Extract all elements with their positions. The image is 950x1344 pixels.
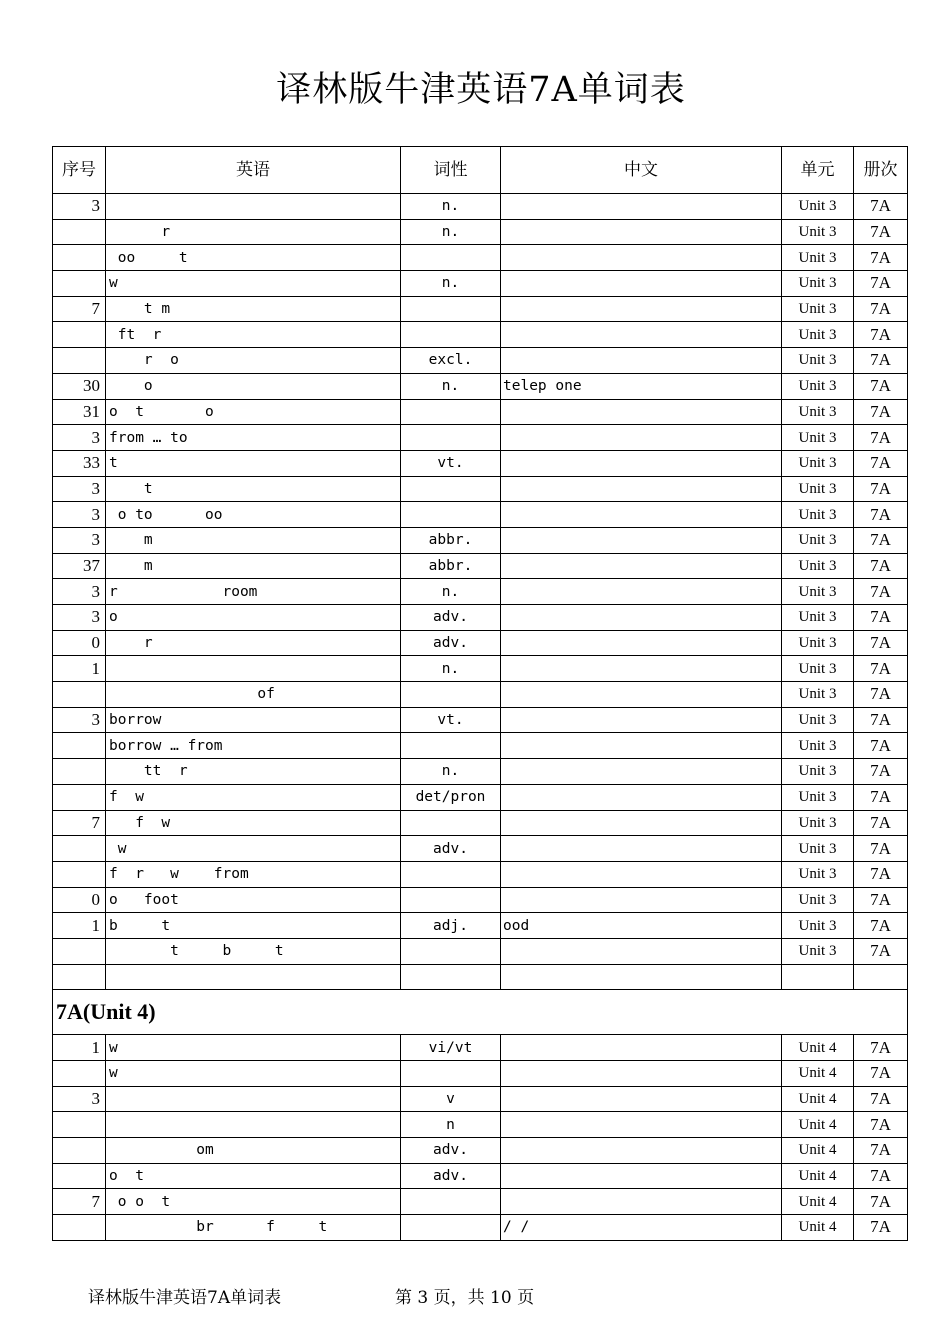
cell-unit: Unit 4 [782, 1061, 854, 1087]
cell-unit [782, 964, 854, 990]
header-pos: 词性 [401, 147, 501, 194]
cell-cn [501, 1061, 782, 1087]
cell-en: t m [106, 296, 401, 322]
cell-pos: adv. [401, 605, 501, 631]
cell-cn [501, 553, 782, 579]
cell-book: 7A [854, 682, 908, 708]
cell-unit: Unit 3 [782, 527, 854, 553]
cell-unit: Unit 3 [782, 399, 854, 425]
cell-pos: n. [401, 271, 501, 297]
cell-unit: Unit 3 [782, 373, 854, 399]
table-row [53, 836, 908, 862]
footer-page-number: 第 3 页，共 10 页 [395, 1288, 535, 1308]
vocab-table [52, 146, 908, 1241]
cell-unit: Unit 3 [782, 887, 854, 913]
cell-book: 7A [854, 579, 908, 605]
cell-pos: v [401, 1086, 501, 1112]
cell-pos [401, 810, 501, 836]
cell-book: 7A [854, 887, 908, 913]
table-row [53, 296, 908, 322]
table-row [53, 271, 908, 297]
table-row [53, 630, 908, 656]
cell-unit: Unit 3 [782, 322, 854, 348]
cell-en: o to oo [106, 502, 401, 528]
cell-cn [501, 1112, 782, 1138]
table-row [53, 425, 908, 451]
cell-en: t b t [106, 938, 401, 964]
cell-unit: Unit 4 [782, 1112, 854, 1138]
cell-unit: Unit 3 [782, 938, 854, 964]
table-row [53, 579, 908, 605]
header-num: 序号 [53, 147, 106, 194]
cell-book: 7A [854, 1112, 908, 1138]
cell-book: 7A [854, 733, 908, 759]
cell-book: 7A [854, 938, 908, 964]
table-row [53, 1086, 908, 1112]
cell-book: 7A [854, 1035, 908, 1061]
cell-unit: Unit 4 [782, 1163, 854, 1189]
cell-en: b t [106, 913, 401, 939]
cell-en: o [106, 373, 401, 399]
cell-cn [501, 836, 782, 862]
cell-pos: n. [401, 656, 501, 682]
section-heading: 7A(Unit 4) [53, 990, 908, 1035]
cell-book: 7A [854, 913, 908, 939]
cell-en: r [106, 630, 401, 656]
cell-en: br f t [106, 1215, 401, 1241]
cell-unit: Unit 3 [782, 579, 854, 605]
cell-book: 7A [854, 707, 908, 733]
cell-num [53, 733, 106, 759]
cell-pos [401, 476, 501, 502]
cell-en [106, 1112, 401, 1138]
table-row [53, 1112, 908, 1138]
cell-book: 7A [854, 656, 908, 682]
cell-pos: abbr. [401, 527, 501, 553]
cell-book: 7A [854, 1061, 908, 1087]
cell-cn [501, 579, 782, 605]
cell-en: tt r [106, 759, 401, 785]
cell-unit: Unit 3 [782, 656, 854, 682]
table-row [53, 810, 908, 836]
cell-en: w [106, 1035, 401, 1061]
cell-unit: Unit 3 [782, 296, 854, 322]
cell-unit: Unit 3 [782, 836, 854, 862]
cell-unit: Unit 3 [782, 605, 854, 631]
table-row [53, 682, 908, 708]
cell-cn [501, 245, 782, 271]
table-row [53, 1189, 908, 1215]
cell-pos [401, 861, 501, 887]
cell-book: 7A [854, 861, 908, 887]
cell-en: t [106, 476, 401, 502]
cell-pos [401, 296, 501, 322]
cell-num [53, 784, 106, 810]
cell-pos: n. [401, 373, 501, 399]
table-header-row [53, 147, 908, 194]
table-row [53, 605, 908, 631]
cell-unit: Unit 3 [782, 348, 854, 374]
cell-num: 0 [53, 630, 106, 656]
cell-pos: n. [401, 579, 501, 605]
cell-book: 7A [854, 373, 908, 399]
cell-unit: Unit 3 [782, 476, 854, 502]
cell-en: f w [106, 784, 401, 810]
cell-cn [501, 502, 782, 528]
cell-book: 7A [854, 194, 908, 220]
cell-en: r o [106, 348, 401, 374]
table-row [53, 399, 908, 425]
cell-cn [501, 296, 782, 322]
table-row [53, 502, 908, 528]
table-row [53, 861, 908, 887]
cell-num [53, 348, 106, 374]
table-row [53, 1215, 908, 1241]
cell-book: 7A [854, 502, 908, 528]
cell-num: 3 [53, 707, 106, 733]
cell-unit: Unit 3 [782, 861, 854, 887]
cell-num: 3 [53, 1086, 106, 1112]
cell-unit: Unit 3 [782, 759, 854, 785]
table-row [53, 733, 908, 759]
cell-num: 3 [53, 579, 106, 605]
cell-unit: Unit 4 [782, 1086, 854, 1112]
cell-cn [501, 630, 782, 656]
cell-unit: Unit 3 [782, 810, 854, 836]
cell-pos [401, 682, 501, 708]
cell-num [53, 322, 106, 348]
cell-pos [401, 322, 501, 348]
cell-num [53, 861, 106, 887]
cell-en: ft r [106, 322, 401, 348]
cell-cn [501, 759, 782, 785]
cell-en: borrow [106, 707, 401, 733]
cell-num [53, 682, 106, 708]
cell-cn [501, 733, 782, 759]
cell-unit: Unit 4 [782, 1138, 854, 1164]
cell-en: of [106, 682, 401, 708]
cell-pos: vi/vt [401, 1035, 501, 1061]
cell-cn [501, 450, 782, 476]
cell-num [53, 938, 106, 964]
cell-en [106, 964, 401, 990]
cell-pos [401, 938, 501, 964]
cell-unit: Unit 4 [782, 1215, 854, 1241]
cell-num: 3 [53, 527, 106, 553]
cell-book: 7A [854, 476, 908, 502]
cell-cn [501, 784, 782, 810]
cell-book: 7A [854, 553, 908, 579]
cell-en: m [106, 527, 401, 553]
cell-num: 3 [53, 194, 106, 220]
cell-unit: Unit 3 [782, 450, 854, 476]
table-row [53, 373, 908, 399]
cell-num: 33 [53, 450, 106, 476]
cell-en: m [106, 553, 401, 579]
cell-cn [501, 1035, 782, 1061]
table-row [53, 219, 908, 245]
cell-book: 7A [854, 348, 908, 374]
table-row [53, 784, 908, 810]
cell-unit: Unit 3 [782, 733, 854, 759]
section-heading-row [53, 990, 908, 1035]
cell-book: 7A [854, 630, 908, 656]
cell-unit: Unit 3 [782, 219, 854, 245]
cell-num: 3 [53, 425, 106, 451]
cell-num [53, 1138, 106, 1164]
cell-book: 7A [854, 1215, 908, 1241]
cell-unit: Unit 3 [782, 271, 854, 297]
cell-cn [501, 1086, 782, 1112]
table-row [53, 476, 908, 502]
cell-unit: Unit 3 [782, 913, 854, 939]
cell-pos: adv. [401, 1163, 501, 1189]
cell-book: 7A [854, 784, 908, 810]
page-title: 译林版牛津英语7A单词表 [276, 70, 686, 110]
cell-cn [501, 425, 782, 451]
cell-num: 1 [53, 1035, 106, 1061]
cell-unit: Unit 3 [782, 245, 854, 271]
cell-en: o foot [106, 887, 401, 913]
cell-book: 7A [854, 425, 908, 451]
cell-unit: Unit 3 [782, 707, 854, 733]
table-row [53, 759, 908, 785]
cell-cn [501, 964, 782, 990]
header-chinese: 中文 [501, 147, 782, 194]
cell-cn [501, 219, 782, 245]
table-row [53, 938, 908, 964]
cell-pos [401, 425, 501, 451]
cell-num: 30 [53, 373, 106, 399]
cell-pos: n. [401, 219, 501, 245]
cell-en: w [106, 1061, 401, 1087]
cell-book: 7A [854, 271, 908, 297]
cell-book: 7A [854, 527, 908, 553]
cell-en [106, 656, 401, 682]
cell-cn [501, 1138, 782, 1164]
cell-pos: n. [401, 194, 501, 220]
cell-num [53, 1163, 106, 1189]
cell-en: om [106, 1138, 401, 1164]
cell-num [53, 836, 106, 862]
cell-pos [401, 964, 501, 990]
header-book: 册次 [854, 147, 908, 194]
cell-book: 7A [854, 296, 908, 322]
cell-book: 7A [854, 605, 908, 631]
cell-unit: Unit 3 [782, 425, 854, 451]
table-row [53, 964, 908, 990]
cell-unit: Unit 3 [782, 194, 854, 220]
table-row [53, 913, 908, 939]
cell-pos [401, 887, 501, 913]
cell-en [106, 194, 401, 220]
cell-pos: adj. [401, 913, 501, 939]
cell-book: 7A [854, 1189, 908, 1215]
cell-unit: Unit 4 [782, 1035, 854, 1061]
cell-en: o o t [106, 1189, 401, 1215]
cell-book [854, 964, 908, 990]
cell-pos [401, 733, 501, 759]
cell-en: f r w from [106, 861, 401, 887]
cell-cn [501, 810, 782, 836]
cell-num [53, 964, 106, 990]
cell-book: 7A [854, 1086, 908, 1112]
cell-unit: Unit 3 [782, 553, 854, 579]
cell-book: 7A [854, 245, 908, 271]
cell-book: 7A [854, 399, 908, 425]
cell-cn: telep one [501, 373, 782, 399]
cell-pos: vt. [401, 707, 501, 733]
cell-book: 7A [854, 810, 908, 836]
table-row [53, 348, 908, 374]
cell-pos [401, 502, 501, 528]
cell-num [53, 759, 106, 785]
cell-num: 3 [53, 476, 106, 502]
cell-cn [501, 1189, 782, 1215]
table-row [53, 1035, 908, 1061]
table-row [53, 1061, 908, 1087]
table-row [53, 707, 908, 733]
cell-en: borrow … from [106, 733, 401, 759]
cell-pos: n. [401, 759, 501, 785]
cell-cn [501, 656, 782, 682]
cell-book: 7A [854, 450, 908, 476]
cell-pos [401, 1189, 501, 1215]
cell-en: f w [106, 810, 401, 836]
cell-pos [401, 245, 501, 271]
cell-en: from … to [106, 425, 401, 451]
cell-num: 1 [53, 913, 106, 939]
cell-en: r [106, 219, 401, 245]
cell-pos: adv. [401, 630, 501, 656]
cell-en: o t o [106, 399, 401, 425]
cell-num: 7 [53, 1189, 106, 1215]
cell-en: o [106, 605, 401, 631]
footer-title: 译林版牛津英语7A单词表 [88, 1288, 282, 1308]
cell-cn [501, 1163, 782, 1189]
cell-book: 7A [854, 1163, 908, 1189]
table-row [53, 553, 908, 579]
cell-num [53, 1215, 106, 1241]
cell-num: 37 [53, 553, 106, 579]
cell-num [53, 1112, 106, 1138]
cell-num: 7 [53, 810, 106, 836]
cell-en [106, 1086, 401, 1112]
cell-cn [501, 194, 782, 220]
cell-cn [501, 527, 782, 553]
cell-pos: vt. [401, 450, 501, 476]
header-unit: 单元 [782, 147, 854, 194]
cell-cn [501, 605, 782, 631]
cell-num: 7 [53, 296, 106, 322]
cell-cn [501, 348, 782, 374]
cell-num: 1 [53, 656, 106, 682]
cell-book: 7A [854, 219, 908, 245]
table-row [53, 1163, 908, 1189]
cell-num: 3 [53, 502, 106, 528]
cell-num [53, 1061, 106, 1087]
cell-num: 31 [53, 399, 106, 425]
header-english: 英语 [106, 147, 401, 194]
cell-pos [401, 1061, 501, 1087]
cell-unit: Unit 3 [782, 502, 854, 528]
table-row [53, 450, 908, 476]
cell-pos: adv. [401, 1138, 501, 1164]
cell-cn: / / [501, 1215, 782, 1241]
cell-num: 3 [53, 605, 106, 631]
cell-cn [501, 887, 782, 913]
cell-cn [501, 476, 782, 502]
cell-num [53, 245, 106, 271]
cell-pos: n [401, 1112, 501, 1138]
cell-pos [401, 1215, 501, 1241]
cell-unit: Unit 3 [782, 682, 854, 708]
cell-num [53, 271, 106, 297]
table-row [53, 656, 908, 682]
cell-unit: Unit 4 [782, 1189, 854, 1215]
cell-en: w [106, 836, 401, 862]
cell-cn [501, 861, 782, 887]
cell-en: w [106, 271, 401, 297]
cell-num [53, 219, 106, 245]
cell-cn [501, 938, 782, 964]
table-row [53, 194, 908, 220]
cell-book: 7A [854, 759, 908, 785]
cell-en: r room [106, 579, 401, 605]
cell-cn [501, 322, 782, 348]
cell-book: 7A [854, 1138, 908, 1164]
table-row [53, 1138, 908, 1164]
cell-pos: abbr. [401, 553, 501, 579]
cell-pos [401, 399, 501, 425]
cell-en: t [106, 450, 401, 476]
cell-cn [501, 399, 782, 425]
cell-unit: Unit 3 [782, 784, 854, 810]
cell-pos: adv. [401, 836, 501, 862]
cell-num: 0 [53, 887, 106, 913]
cell-cn [501, 707, 782, 733]
cell-pos: det/pron [401, 784, 501, 810]
cell-cn: ood [501, 913, 782, 939]
table-row [53, 322, 908, 348]
cell-book: 7A [854, 836, 908, 862]
cell-cn [501, 682, 782, 708]
cell-unit: Unit 3 [782, 630, 854, 656]
table-row [53, 527, 908, 553]
table-row [53, 887, 908, 913]
cell-pos: excl. [401, 348, 501, 374]
cell-cn [501, 271, 782, 297]
cell-en: o t [106, 1163, 401, 1189]
table-row [53, 245, 908, 271]
cell-book: 7A [854, 322, 908, 348]
cell-en: oo t [106, 245, 401, 271]
